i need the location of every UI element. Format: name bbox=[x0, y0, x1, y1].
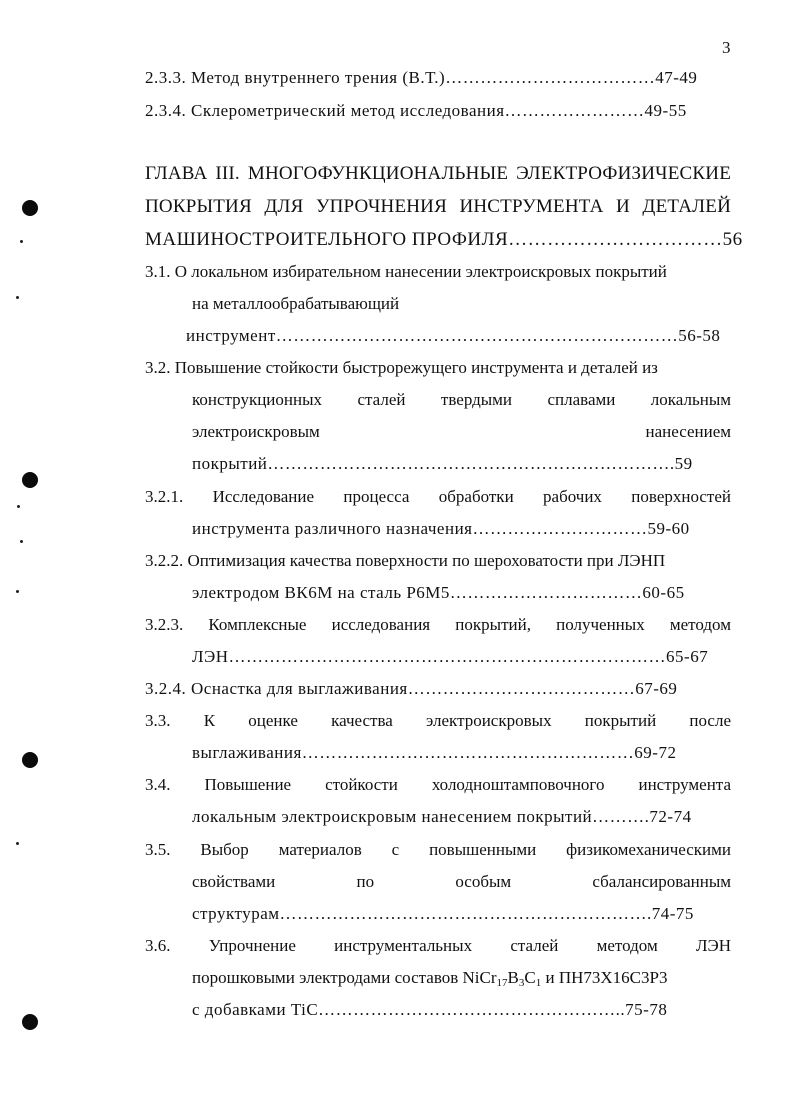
toc-entry-3-6-line-1: 3.6. Упрочнение инструментальных сталей методом ЛЭН bbox=[145, 936, 731, 955]
toc-entry-3-4-line-1: 3.4. Повышение стойкости холодноштамповочного инструмента bbox=[145, 775, 731, 794]
toc-entry-3-1-line-1: 3.1. О локальном избирательном нанесении электроискровых покрытий bbox=[145, 262, 667, 281]
toc-entry-3-5-line-2: свойствами по особым сбалансированным bbox=[192, 872, 731, 891]
scan-speck bbox=[16, 590, 19, 593]
toc-entry-3-2-line-1: 3.2. Повышение стойкости быстрорежущего инструмента и деталей из bbox=[145, 358, 658, 377]
toc-entry-3-6-line-3: с добавками TiC……………………………………………..75-78 bbox=[192, 1000, 668, 1019]
toc-entry-3-3-line-2: выглаживания…………………………………………………69-72 bbox=[192, 743, 677, 762]
scan-speck bbox=[16, 296, 19, 299]
formula-boron: B bbox=[507, 968, 519, 987]
chapter-heading-line-1: ГЛАВА III. МНОГОФУНКЦИОНАЛЬНЫЕ ЭЛЕКТРОФИЗИЧЕСКИЕ bbox=[145, 163, 731, 184]
toc-entry-3-2-4: 3.2.4. Оснастка для выглаживания…………………………………67-69 bbox=[145, 679, 678, 698]
toc-entry-3-6-line-2 bbox=[192, 967, 667, 989]
toc-entry-3-4-line-2: локальным электроискровым нанесением покрытий……….72-74 bbox=[192, 807, 692, 826]
toc-entry-3-5-line-1: 3.5. Выбор материалов с повышенными физикомеханическими bbox=[145, 840, 731, 859]
toc-entry-3-2-1-line-1: 3.2.1. Исследование процесса обработки рабочих поверхностей bbox=[145, 487, 731, 506]
toc-entry-3-2-1-line-2: инструмента различного назначения…………………………59-60 bbox=[192, 519, 690, 538]
toc-entry-3-1-line-2: на металлообрабатывающий bbox=[192, 294, 400, 313]
formula-prefix: порошковыми электродами составов NiCr bbox=[192, 968, 497, 987]
chapter-heading-line-2: ПОКРЫТИЯ ДЛЯ УПРОЧНЕНИЯ ИНСТРУМЕНТА И ДЕТАЛЕЙ bbox=[145, 196, 731, 217]
page-number: 3 bbox=[722, 38, 731, 57]
toc-entry-3-2-line-2: конструкционных сталей твердыми сплавами локальным bbox=[192, 390, 731, 409]
toc-entry-3-1-line-3: инструмент……………………………………………………………56-58 bbox=[186, 326, 721, 345]
scan-speck bbox=[16, 842, 19, 845]
toc-entry-3-3-line-1: 3.3. К оценке качества электроискровых покрытий после bbox=[145, 711, 731, 730]
toc-entry-3-2-3-line-1: 3.2.3. Комплексные исследования покрытий, полученных методом bbox=[145, 615, 731, 634]
scan-speck bbox=[17, 505, 20, 508]
subscript-3: 3 bbox=[518, 977, 525, 989]
toc-entry-3-5-line-3: структурам……………………………………………………….74-75 bbox=[192, 904, 694, 923]
toc-entry-2-3-4: 2.3.4. Склерометрический метод исследования……………………49-55 bbox=[145, 101, 687, 120]
chapter-heading-line-3: МАШИНОСТРОИТЕЛЬНОГО ПРОФИЛЯ……………………………56 bbox=[145, 229, 743, 250]
formula-suffix: и ПН73Х16С3Р3 bbox=[541, 968, 668, 987]
subscript-1: 1 bbox=[535, 977, 542, 989]
toc-entry-3-2-3-line-2: ЛЭН…………………………………………………………………65-67 bbox=[192, 647, 709, 666]
formula-carbon: C bbox=[524, 968, 536, 987]
subscript-17: 17 bbox=[496, 977, 508, 989]
scan-speck bbox=[20, 540, 23, 543]
toc-entry-3-2-2-line-2: электродом ВК6М на сталь Р6М5……………………………60-65 bbox=[192, 583, 685, 602]
toc-entry-3-2-2-line-1: 3.2.2. Оптимизация качества поверхности по шероховатости при ЛЭНП bbox=[145, 551, 666, 570]
scan-speck bbox=[20, 240, 23, 243]
punch-hole-2 bbox=[22, 472, 38, 488]
toc-entry-3-2-line-3: электроискровым нанесением bbox=[192, 422, 731, 441]
punch-hole-1 bbox=[22, 200, 38, 216]
toc-entry-2-3-3: 2.3.3. Метод внутреннего трения (В.Т.)………………………………47-49 bbox=[145, 68, 698, 87]
punch-hole-4 bbox=[22, 1014, 38, 1030]
punch-hole-3 bbox=[22, 752, 38, 768]
toc-entry-3-2-line-4: покрытий…………………………………………………………….59 bbox=[192, 454, 693, 473]
